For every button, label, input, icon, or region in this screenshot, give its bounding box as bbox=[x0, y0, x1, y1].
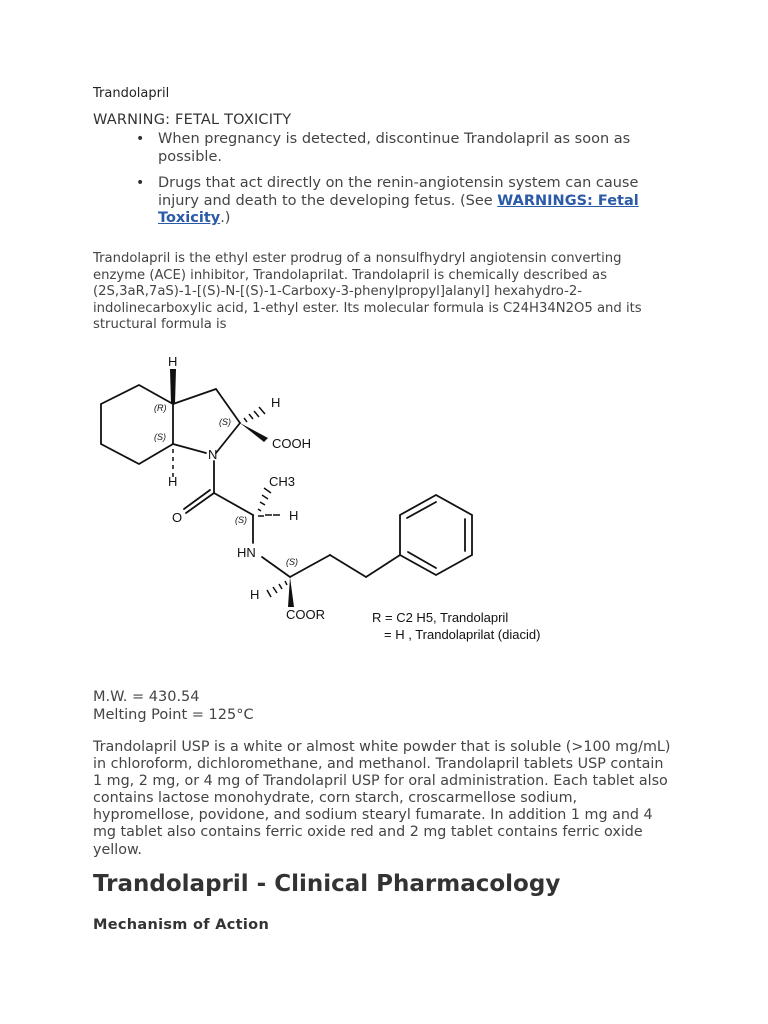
ch3-label: CH3 bbox=[269, 474, 296, 489]
s-stereo-label-ring: (S) bbox=[154, 432, 166, 442]
warning-heading: WARNING: FETAL TOXICITY bbox=[93, 112, 292, 128]
r-legend-line-2: = H , Trandolaprilat (diacid) bbox=[384, 627, 541, 642]
document-title: Trandolapril bbox=[93, 86, 170, 101]
warning-text-after: .) bbox=[220, 210, 231, 226]
n-label: N bbox=[208, 447, 218, 462]
section-heading: Trandolapril - Clinical Pharmacology bbox=[93, 871, 561, 897]
s-stereo-label-hp: (S) bbox=[286, 557, 298, 567]
r-legend-line-1: R = C2 H5, Trandolapril bbox=[372, 610, 509, 625]
molecular-weight: M.W. = 430.54 bbox=[93, 689, 200, 705]
s-stereo-label-ala: (S) bbox=[235, 515, 247, 525]
warning-list bbox=[93, 131, 683, 237]
h-hp-label: H bbox=[250, 587, 260, 602]
properties bbox=[93, 689, 673, 724]
hn-label: HN bbox=[237, 545, 256, 560]
cooh-label: COOH bbox=[272, 436, 311, 451]
description-paragraph: Trandolapril is the ethyl ester prodrug of a nonsulfhydryl angiotensin converting enzyme (ACE) inhibitor, Trandolaprilat. Trandolapril is chemically described as (2S,3aR,7aS)-1-[(S)-N-[(S)-1-Carboxy-3-phenylpropyl]alanyl] hexahydro-2-indolinecarboxylic acid, 1-ethyl ester. Its molecular formula is C24H34N2O5 and its structural formula is bbox=[93, 251, 642, 333]
o-label: O bbox=[172, 510, 183, 525]
r-stereo-label: (R) bbox=[154, 403, 167, 413]
melting-point: Melting Point = 125°C bbox=[93, 706, 254, 723]
coor-label: COOR bbox=[286, 607, 325, 622]
warning-item bbox=[158, 131, 683, 166]
warning-text: When pregnancy is detected, discontinue Trandolapril as soon as possible. bbox=[158, 131, 631, 165]
subsection-heading: Mechanism of Action bbox=[93, 917, 270, 933]
s-stereo-label-alpha: (S) bbox=[219, 417, 231, 427]
composition-paragraph: Trandolapril USP is a white or almost white powder that is soluble (>100 mg/mL) in chloroform, dichloromethane, and methanol. Trandolapril tablets USP contain 1 mg, 2 mg, or 4 mg of Trandolapril USP for oral administration. Each tablet also contains lactose monohydrate, corn starch, croscarmellose sodium, hypromellose, povidone, and sodium stearyl fumarate. In addition 1 mg and 4 mg tablet also contains ferric oxide red and 2 mg tablet contains ferric oxide yellow. bbox=[93, 739, 671, 858]
fetal-toxicity-link[interactable]: WARNINGS: Fetal Toxicity bbox=[158, 192, 639, 226]
warning-text-before: Drugs that act directly on the renin-angiotensin system can cause injury and death to the developing fetus. (See bbox=[158, 175, 639, 209]
h-alpha-label: H bbox=[271, 395, 281, 410]
h-bottom-label: H bbox=[168, 474, 178, 489]
h-top-label: H bbox=[168, 354, 178, 369]
structural-formula bbox=[90, 345, 570, 650]
warning-item bbox=[158, 175, 683, 228]
h-ala-label: H bbox=[289, 508, 299, 523]
